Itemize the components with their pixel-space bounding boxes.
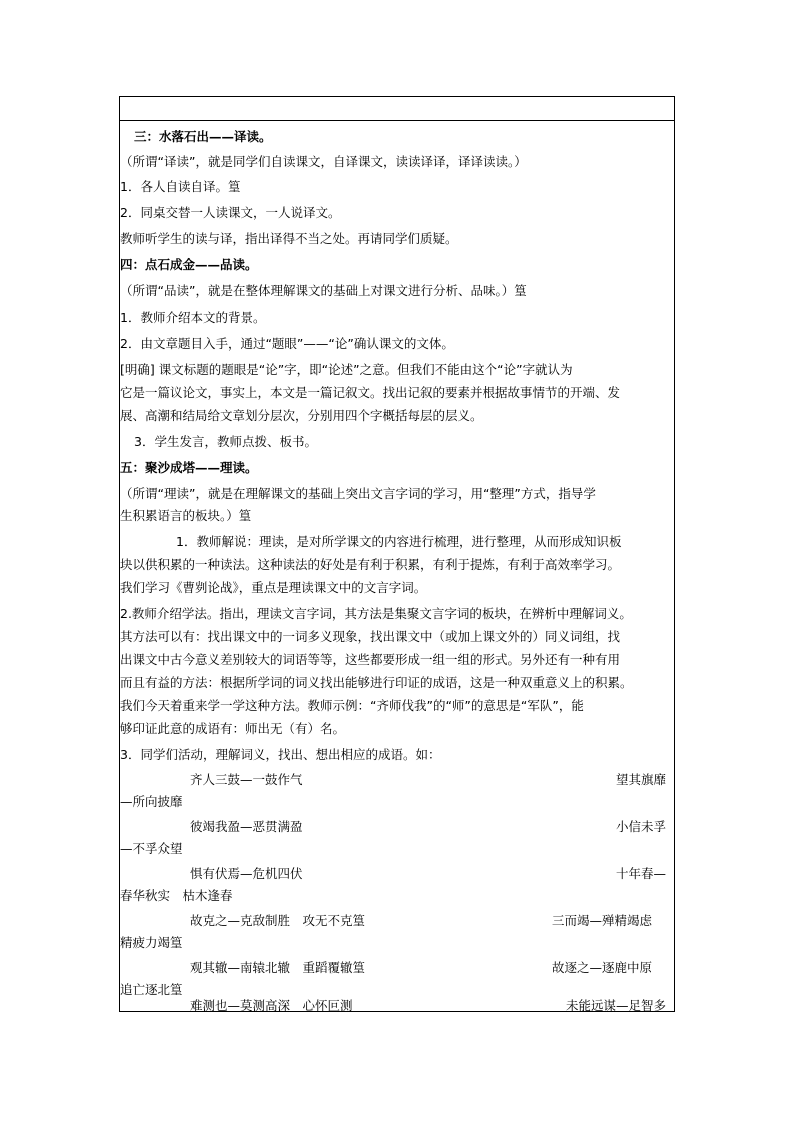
stray-mark: 篁 (352, 913, 366, 928)
idiom-6-right: 未能远谋—足智多 (565, 998, 666, 1013)
empty-header-cell (120, 97, 674, 121)
section-3-step-3: 教师听学生的读与译，指出译得不当之处。再请同学们质疑。 (120, 231, 458, 246)
stray-mark: 篁 (514, 283, 527, 298)
idiom-4-right: 三而竭—殚精竭虑 (551, 913, 652, 928)
idiom-3-right: 十年春— (615, 866, 666, 881)
section-4-clarify-line-3: 展、高潮和结局给文章划分层次，分别用四个字概括每层的层义。 (120, 408, 483, 423)
section-5-para-2-line-4: 而且有益的方法：根据所学词的词义找出能够进行印证的成语，这是一种双重意义上的积累。 (120, 675, 633, 690)
section-5-para-2-line-1: 2.教师介绍学法。指出，理读文言字词，其方法是集聚文言字词的板块，在辨析中理解词义。 (120, 606, 632, 621)
idiom-3-continuation: 春华秋实 枯木逢春 (120, 888, 233, 903)
section-3-step-1: 1．各人自读自译。篁 (120, 179, 241, 194)
section-5-para-2-line-6: 够印证此意的成语有：师出无（有）名。 (120, 721, 346, 736)
idiom-2-continuation: —不孚众望 (120, 841, 183, 856)
section-5-para-2-line-2: 其方法可以有：找出课文中的一词多义现象，找出课文中（或加上课文外的）同义词组，找 (120, 629, 621, 644)
idiom-6-left: 难测也—莫测高深 心怀叵测 (190, 998, 353, 1013)
lesson-plan-table (119, 96, 675, 1012)
section-4-note: （所谓“品读”，就是在整体理解课文的基础上对课文进行分析、品味。）篁 (120, 283, 527, 298)
section-4-step-3: 3．学生发言，教师点拨、板书。 (134, 434, 317, 449)
section-4-clarify-line-1: [明确] 课文标题的题眼是“论”字，即“论述”之意。但我们不能由这个“论”字就认为 (120, 362, 573, 377)
idiom-5-continuation: 追亡逐北篁 (120, 982, 183, 997)
section-5-para-1-line-2: 块以供积累的一种读法。这种读法的好处是有利于积累，有利于提炼，有利于高效率学习。 (120, 557, 621, 572)
section-5-para-2-line-3: 出课文中古今意义差别较大的词语等等，这些都要形成一组一组的形式。另外还有一种有用 (120, 652, 621, 667)
idiom-1-left: 齐人三鼓—一鼓作气 (190, 772, 303, 787)
section-5-para-2-line-5: 我们今天着重来学一学这种方法。教师示例：“齐师伐我”的“师”的意思是“军队”，能 (120, 698, 584, 713)
section-4-step-1: 1．教师介绍本文的背景。 (120, 310, 266, 325)
idiom-5-left: 观其辙—南辕北辙 重蹈覆辙篁 (190, 960, 366, 975)
idiom-3-left: 惧有伏焉—危机四伏 (190, 866, 303, 881)
stray-mark: 篁 (238, 508, 252, 523)
idiom-1-right: 望其旗靡 (615, 772, 666, 787)
section-4-step-2: 2．由文章题目入手，通过“题眼”——“论”确认课文的文体。 (120, 336, 454, 351)
section-5-note-line-1: （所谓“理读”，就是在理解课文的基础上突出文言字词的学习，用“整理”方式，指导学 (120, 486, 596, 501)
idiom-2-left: 彼竭我盈—恶贯满盈 (190, 819, 303, 834)
idiom-1-continuation: —所向披靡 (120, 794, 183, 809)
stray-mark: 篁 (227, 179, 241, 194)
idiom-2-right: 小信未孚 (615, 819, 666, 834)
section-3-heading: 三：水落石出——译读。 (134, 129, 272, 144)
section-3-note: （所谓“译读”，就是同学们自读课文，自译课文，读读译译，译译读读。） (120, 154, 527, 169)
stray-mark: 篁 (352, 960, 366, 975)
stray-mark: 篁 (170, 982, 183, 997)
section-3-step-2: 2．同桌交替一人读课文，一人说译文。 (120, 205, 341, 220)
section-4-heading: 四：点石成金——品读。 (120, 257, 258, 272)
section-5-para-3: 3．同学们活动，理解词义，找出、想出相应的成语。如： (120, 747, 441, 762)
idiom-5-right: 故逐之—逐鹿中原 (551, 960, 652, 975)
section-5-para-1-line-1: 1．教师解说：理读，是对所学课文的内容进行梳理，进行整理，从而形成知识板 (176, 534, 622, 549)
section-4-clarify-line-2: 它是一篇议论文，事实上，本文是一篇记叙文。找出记叙的要素并根据故事情节的开端、发 (120, 385, 621, 400)
idiom-4-continuation: 精疲力竭篁 (120, 935, 183, 950)
section-5-heading: 五：聚沙成塔——理读。 (120, 460, 258, 475)
stray-mark: 篁 (170, 935, 183, 950)
section-5-para-1-line-3: 我们学习《曹刿论战》，重点是理读课文中的文言字词。 (120, 580, 427, 595)
idiom-4-left: 故克之—克敌制胜 攻无不克篁 (190, 913, 366, 928)
section-5-note-line-2: 生积累语言的板块。）篁 (120, 508, 252, 523)
